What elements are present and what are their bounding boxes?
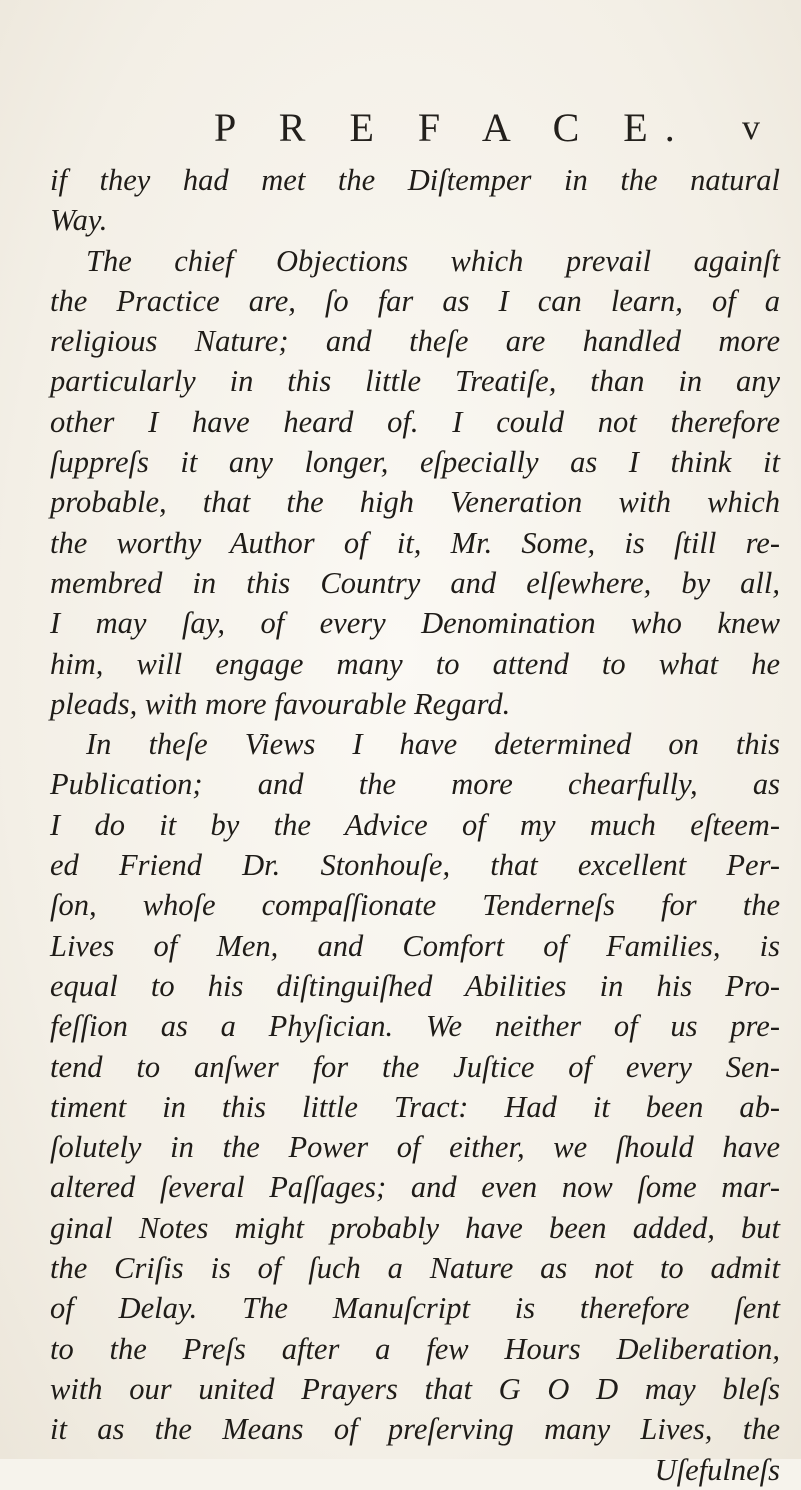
text-line: I may ſay, of every Denomination who knew <box>50 606 780 641</box>
text-line: it as the Means of preſerving many Lives, the <box>50 1412 780 1447</box>
text-line: Way. <box>50 203 108 238</box>
text-line: ſuppreſs it any longer, eſpecially as I think it <box>50 445 780 480</box>
text-line: timent in this little Tract: Had it been ab- <box>50 1089 780 1124</box>
body-text <box>50 160 780 1490</box>
text-line: other I have heard of. I could not therefore <box>50 404 780 439</box>
page-title: P R E F A C E. <box>214 105 692 150</box>
text-line: the Practice are, ſo far as I can learn, of a <box>50 283 780 318</box>
text-line: Publication; and the more chearfully, as <box>50 767 780 802</box>
text-line: membred in this Country and elſewhere, by all, <box>50 565 780 600</box>
text-line: feſſion as a Phyſician. We neither of us pre- <box>50 1009 780 1044</box>
text-line: particularly in this little Treatiſe, than in any <box>50 364 780 399</box>
text-line: ed Friend Dr. Stonhouſe, that excellent Per- <box>50 848 780 883</box>
text-line: if they had met the Diſtemper in the natural <box>50 163 780 197</box>
catchword: Uſefulneſs <box>654 1452 780 1487</box>
text-line: to the Preſs after a few Hours Deliberation, <box>50 1331 780 1366</box>
text-line: of Delay. The Manuſcript is therefore ſent <box>50 1291 780 1326</box>
text-line: probable, that the high Veneration with which <box>50 485 780 520</box>
text-line: ſolutely in the Power of either, we ſhould have <box>50 1130 780 1165</box>
text-line: him, will engage many to attend to what he <box>50 646 780 681</box>
text-line: with our united Prayers that G O D may bleſs <box>50 1371 780 1406</box>
text-line: ginal Notes might probably have been added, but <box>50 1210 780 1245</box>
text-line: I do it by the Advice of my much eſteem- <box>50 807 780 842</box>
text-line: religious Nature; and theſe are handled more <box>50 324 780 359</box>
text-line: tend to anſwer for the Juſtice of every Sen- <box>50 1049 780 1084</box>
text-line: pleads, with more favourable Regard. <box>50 686 511 721</box>
text-line: Lives of Men, and Comfort of Families, is <box>50 928 780 963</box>
text-line: equal to his diſtinguiſhed Abilities in his Pro- <box>50 968 780 1003</box>
text-line: altered ſeveral Paſſages; and even now ſome mar- <box>50 1170 780 1205</box>
running-head <box>0 104 801 164</box>
text-line: ſon, whoſe compaſſionate Tenderneſs for the <box>50 888 780 923</box>
text-line: The chief Objections which prevail againſt <box>86 243 780 278</box>
page-number: v <box>742 107 760 147</box>
text-line: In theſe Views I have determined on this <box>86 727 780 762</box>
text-line: the worthy Author of it, Mr. Some, is ſtill re- <box>50 525 780 560</box>
text-line: the Criſis is of ſuch a Nature as not to admit <box>50 1251 780 1286</box>
